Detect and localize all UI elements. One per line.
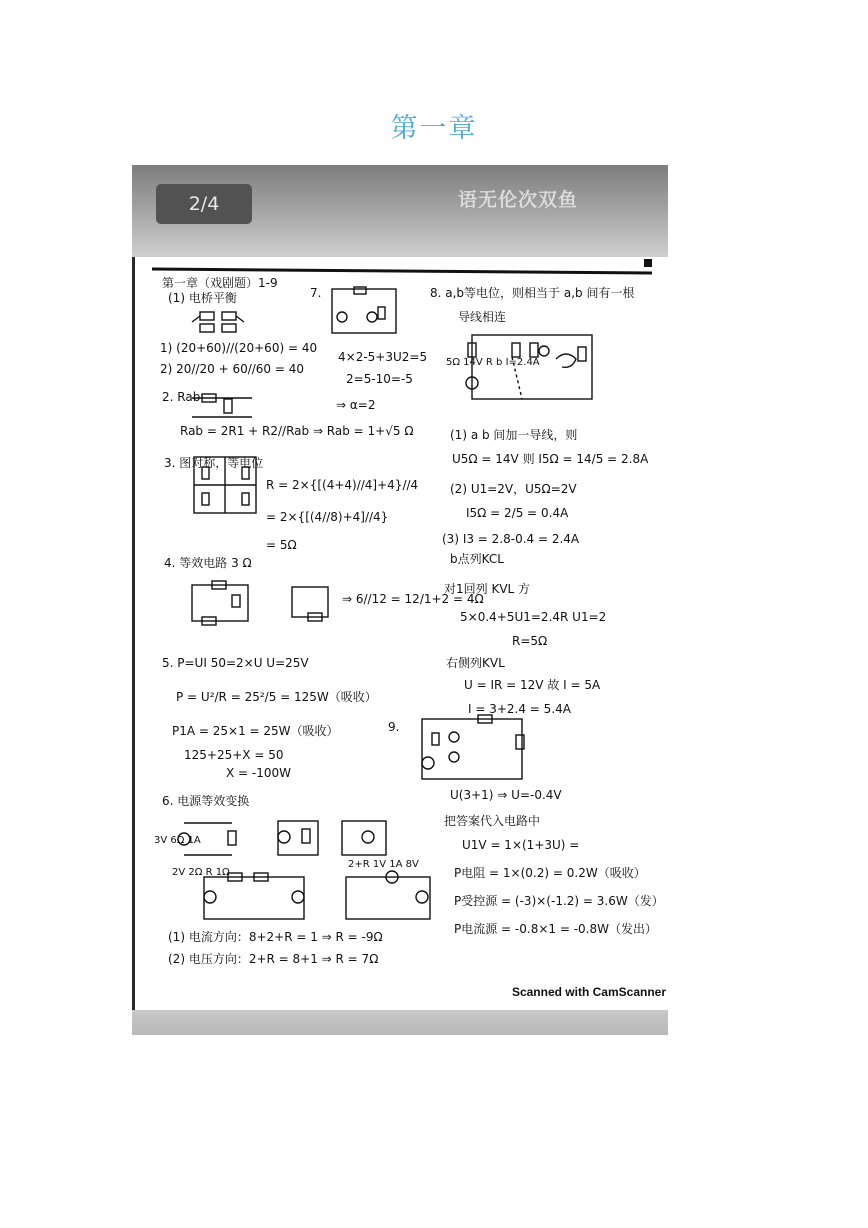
circuit-sketch xyxy=(192,394,252,417)
circuit-sketch xyxy=(332,287,396,333)
watermark: 语无伦次双鱼 xyxy=(458,189,579,211)
page-indicator: 2/4 xyxy=(156,184,252,224)
note-line: P电阻 = 1×(0.2) = 0.2W（吸收） xyxy=(454,866,646,880)
note-line: 3V 6Ω 1A xyxy=(154,835,201,846)
note-line: b点列KCL xyxy=(450,552,504,566)
note-line: 8. a,b等电位，则相当于 a,b 间有一根 xyxy=(430,286,635,300)
corner-mark xyxy=(644,259,652,267)
note-line: (3) I3 = 2.8-0.4 = 2.4A xyxy=(442,532,580,546)
note-line: 2=5-10=-5 xyxy=(346,372,413,386)
note-line: 6. 电源等效变换 xyxy=(162,794,250,808)
circuit-sketch xyxy=(422,715,524,779)
note-line: 2) 20//20 + 60//60 = 40 xyxy=(160,362,305,376)
scanned-page-image xyxy=(132,165,668,1035)
note-line: (2) U1=2V，U5Ω=2V xyxy=(450,482,577,496)
note-line: (1) a b 间加一导线，则 xyxy=(450,428,578,442)
note-line: 第一章（戏剧题）1-9 xyxy=(162,276,278,290)
note-line: U5Ω = 14V 则 I5Ω = 14/5 = 2.8A xyxy=(452,452,649,466)
note-line: = 2×{[(4//8)+4]//4} xyxy=(266,510,389,524)
note-line: P1A = 25×1 = 25W（吸收） xyxy=(172,724,339,738)
note-line: 4×2-5+3U2=5 xyxy=(338,350,428,364)
note-line: = 5Ω xyxy=(266,538,297,552)
note-line: 5Ω 14V R b I=2.4A xyxy=(446,357,540,368)
note-line: 2. Rab xyxy=(162,390,201,404)
note-line: R=5Ω xyxy=(512,634,548,648)
note-line: 右侧列KVL xyxy=(446,656,505,670)
note-line: Rab = 2R1 + R2//Rab ⇒ Rab = 1+√5 Ω xyxy=(180,424,414,438)
note-line: 3. 图对称，等电位 xyxy=(164,456,264,470)
note-line: 对1回列 KVL 方 xyxy=(444,582,531,596)
note-line: I5Ω = 2/5 = 0.4A xyxy=(466,506,569,520)
note-line: (2) 电压方向：2+R = 8+1 ⇒ R = 7Ω xyxy=(168,952,379,966)
note-line: 7. xyxy=(310,286,322,300)
chapter-title: 第一章 xyxy=(390,113,478,144)
ruled-line xyxy=(152,269,652,273)
circuit-sketch xyxy=(192,581,328,625)
note-line: R = 2×{[(4+4)//4]+4}//4 xyxy=(266,478,419,492)
note-line: 把答案代入电路中 xyxy=(444,814,541,828)
note-line: U = IR = 12V 故 I = 5A xyxy=(464,678,601,692)
note-line: (1) 电桥平衡 xyxy=(168,291,237,305)
note-line: P = U²/R = 25²/5 = 125W（吸收） xyxy=(176,690,377,704)
note-line: ⇒ 6//12 = 12/1+2 = 4Ω xyxy=(342,592,484,606)
note-line: 9. xyxy=(388,720,400,734)
note-line: 5. P=UI 50=2×U U=25V xyxy=(162,656,309,670)
note-line: P受控源 = (-3)×(-1.2) = 3.6W（发） xyxy=(454,894,664,908)
note-line: 125+25+X = 50 xyxy=(184,748,284,762)
note-line: ⇒ α=2 xyxy=(336,398,376,412)
note-line: P电流源 = -0.8×1 = -0.8W（发出） xyxy=(454,922,657,936)
note-line: 2+R 1V 1A 8V xyxy=(348,859,419,870)
scan-viewer-header xyxy=(132,165,668,257)
note-line: 导线相连 xyxy=(458,310,507,324)
note-line: (1) 电流方向：8+2+R = 1 ⇒ R = -9Ω xyxy=(168,930,383,944)
note-line: I = 3+2.4 = 5.4A xyxy=(468,702,571,716)
note-line: 4. 等效电路 3 Ω xyxy=(164,556,252,570)
note-line: 2V 2Ω R 1Ω xyxy=(172,867,230,878)
note-line: X = -100W xyxy=(226,766,292,780)
note-line: U1V = 1×(1+3U) = xyxy=(462,838,580,852)
note-line: 1) (20+60)//(20+60) = 40 xyxy=(160,341,318,355)
circuit-sketch xyxy=(192,312,244,332)
handwritten-notes xyxy=(132,257,668,1010)
note-line: U(3+1) ⇒ U=-0.4V xyxy=(450,788,562,802)
note-line: 5×0.4+5U1=2.4R U1=2 xyxy=(460,610,607,624)
scan-viewer-footer xyxy=(132,1010,668,1035)
scanner-credit: Scanned with CamScanner xyxy=(511,985,666,999)
